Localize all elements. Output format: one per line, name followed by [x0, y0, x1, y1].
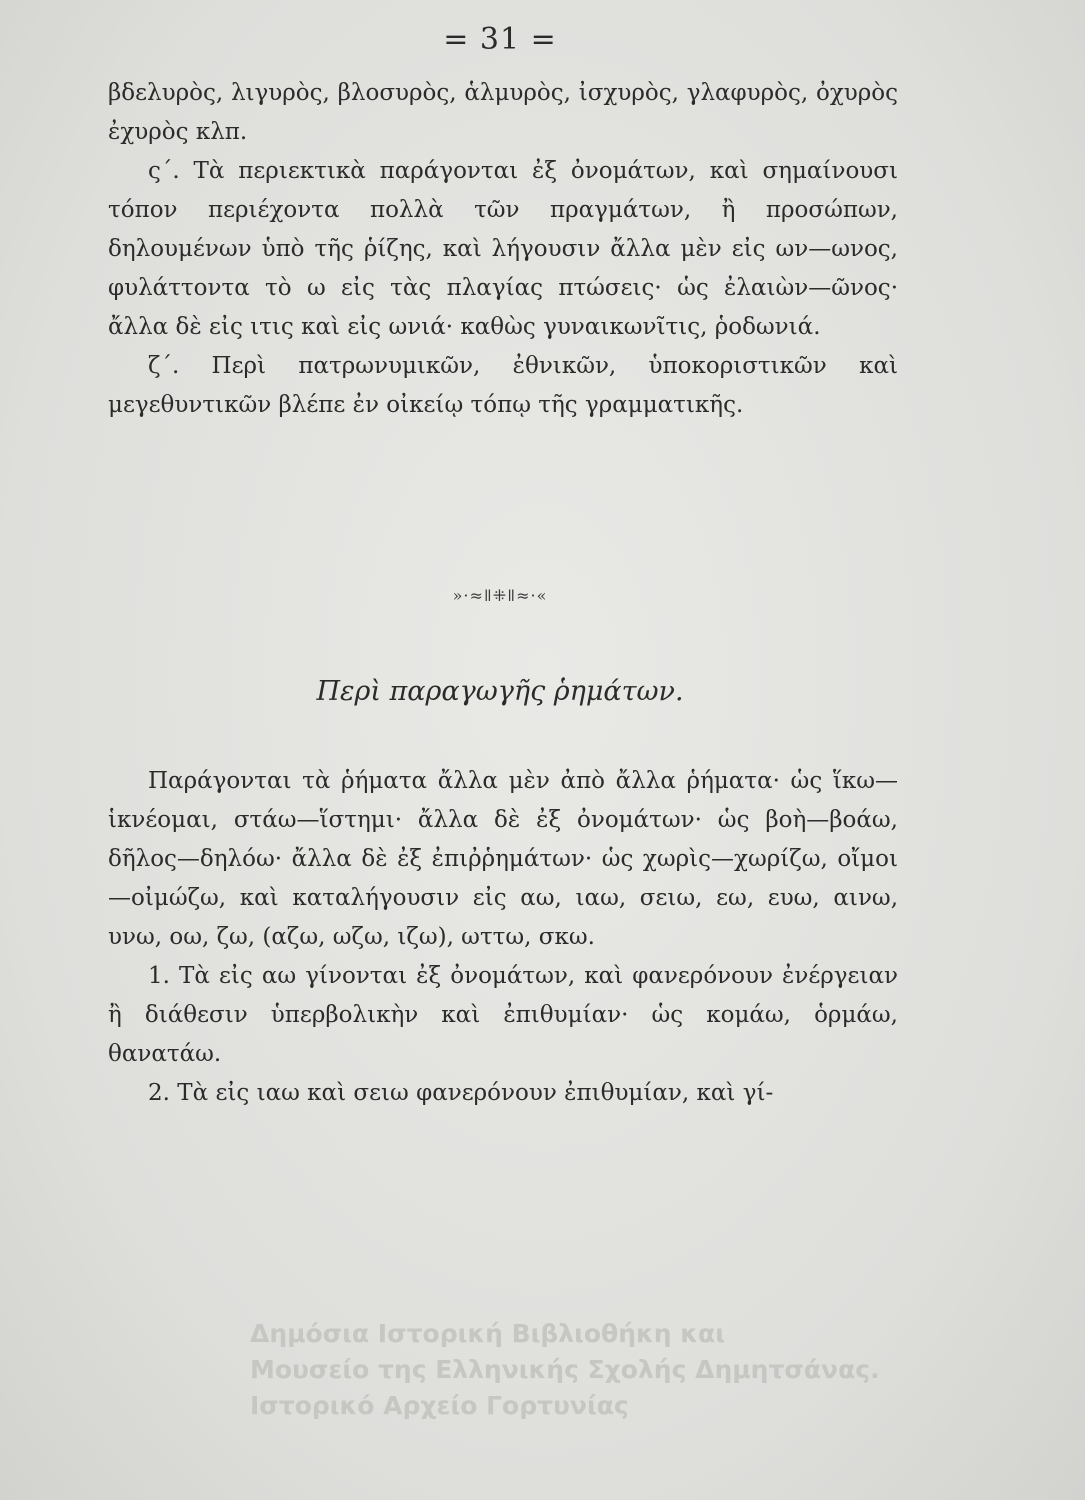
ornament-divider: »·≈ǁ⁜ǁ≈·« [452, 586, 548, 605]
section-title: Περὶ παραγωγῆς ῥημάτων. [316, 676, 684, 707]
page-number: = 31 = [443, 22, 557, 57]
watermark-line: Ιστορικό Αρχείο Γορτυνίας [250, 1391, 629, 1420]
library-watermark [250, 1316, 1070, 1424]
text-block-top [108, 74, 898, 425]
paragraph-patronymika: ζ΄. Περὶ πατρωνυμικῶν, ἐθνικῶν, ὑποκοριστικῶν καὶ μεγεθυντικῶν βλέπε ἐν οἰκείῳ τόπῳ τῆς γραμματικῆς. [108, 353, 898, 418]
text-block-bottom [108, 762, 898, 1113]
paragraph-verb-derivation: Παράγονται τὰ ῥήματα ἄλλα μὲν ἀπὸ ἄλλα ῥήματα· ὡς ἵκω—ἱκνέομαι, στάω—ἵστημι· ἄλλα δὲ ἐξ ὀνομάτων· ὡς βοὴ—βοάω, δῆλος—δηλόω· ἄλλα δὲ ἐξ ἐπιῤῥημάτων· ὡς χωρὶς—χωρίζω, οἴμοι—οἰμώζω, καὶ καταλήγουσιν εἰς αω, ιαω, σειω, εω, ευω, αινω, υνω, οω, ζω, (αζω, ωζω, ιζω), ωττω, σκω. [108, 768, 898, 950]
paragraph-rule-1: 1. Τὰ εἰς αω γίνονται ἐξ ὀνομάτων, καὶ φανερόνουν ἐνέργειαν ἢ διάθεσιν ὑπερβολικὴν καὶ ἐπιθυμίαν· ὡς κομάω, ὁρμάω, θανατάω. [108, 963, 898, 1067]
watermark-line: Μουσείο της Ελληνικής Σχολής Δημητσάνας. [250, 1355, 880, 1384]
paragraph-periektika: ς΄. Τὰ περιεκτικὰ παράγονται ἐξ ὀνομάτων, καὶ σημαίνουσι τόπον περιέχοντα πολλὰ τῶν πραγμάτων, ἢ προσώπων, δηλουμένων ὑπὸ τῆς ῥίζης, καὶ λήγουσιν ἄλλα μὲν εἰς ων—ωνος, φυλάττοντα τὸ ω εἰς τὰς πλαγίας πτώσεις· ὡς ἐλαιὼν—ῶνος· ἄλλα δὲ εἰς ιτις καὶ εἰς ωνιά· καθὼς γυναικωνῖτις, ῥοδωνιά. [108, 158, 898, 340]
watermark-line: Δημόσια Ιστορική Βιβλιοθήκη και [250, 1319, 725, 1348]
paragraph-continuation: βδελυρὸς, λιγυρὸς, βλοσυρὸς, ἁλμυρὸς, ἰσχυρὸς, γλαφυρὸς, ὀχυρὸς ἐχυρὸς κλπ. [108, 80, 898, 145]
paragraph-rule-2: 2. Τὰ εἰς ιαω καὶ σειω φανερόνουν ἐπιθυμίαν, καὶ γί- [148, 1080, 774, 1106]
